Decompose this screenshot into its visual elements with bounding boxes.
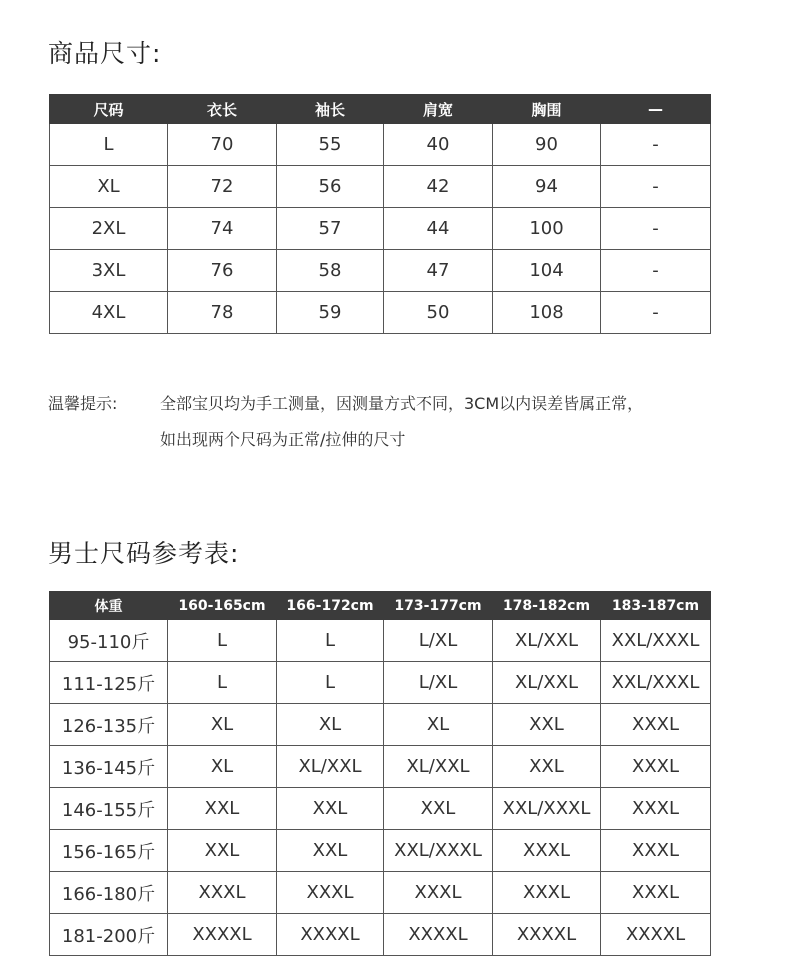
table-cell: 104 [493,250,601,292]
table-cell: XXXL [168,872,277,914]
table-cell: XXXL [601,746,711,788]
header-sleeve: 袖长 [277,95,384,124]
table-cell: 94 [493,166,601,208]
table-row [50,830,711,872]
table-cell: 166-180斤 [50,872,168,914]
table-cell: 58 [277,250,384,292]
table-cell: 78 [168,292,277,334]
table-cell: 95-110斤 [50,620,168,662]
table-cell: 126-135斤 [50,704,168,746]
table-cell: XXL [493,746,601,788]
tip-line-2: 如出现两个尺码为正常/拉伸的尺寸 [160,430,406,449]
table-cell: L [277,620,384,662]
table-cell: XXXL [384,872,493,914]
table-cell: 40 [384,124,493,166]
table-cell: XXXL [493,872,601,914]
header-height-2: 166-172cm [277,592,384,620]
table-cell: 44 [384,208,493,250]
header-chest: 胸围 [493,95,601,124]
table-cell: 59 [277,292,384,334]
table-cell: XXL [277,830,384,872]
table-cell: 70 [168,124,277,166]
table-cell: XXL/XXXL [601,662,711,704]
table-cell: - [601,292,711,334]
table-cell: 156-165斤 [50,830,168,872]
table-cell: XXL/XXXL [493,788,601,830]
table-row [50,166,711,208]
header-blank: — [601,95,711,124]
tip-label: 温馨提示: [48,394,118,413]
table-row [50,292,711,334]
table-cell: 50 [384,292,493,334]
reference-section-title: 男士尺码参考表: [48,539,240,568]
table-row [50,872,711,914]
table-header-row [50,95,711,124]
table-cell: 4XL [50,292,168,334]
table-row [50,746,711,788]
table-header-row [50,592,711,620]
table-cell: 3XL [50,250,168,292]
table-row [50,208,711,250]
table-cell: XXL [384,788,493,830]
table-cell: XXXL [277,872,384,914]
table-cell: XXXXL [493,914,601,956]
table-cell: XL [384,704,493,746]
table-cell: XXL [493,704,601,746]
size-section-title: 商品尺寸: [48,39,162,68]
table-cell: L [277,662,384,704]
tip-body [160,386,730,458]
table-cell: 136-145斤 [50,746,168,788]
table-cell: 42 [384,166,493,208]
table-cell: XXXL [493,830,601,872]
table-cell: 146-155斤 [50,788,168,830]
table-row [50,662,711,704]
header-height-5: 183-187cm [601,592,711,620]
table-cell: XXL [168,788,277,830]
table-cell: L/XL [384,620,493,662]
product-size-table [49,94,711,334]
table-cell: - [601,166,711,208]
table-cell: 47 [384,250,493,292]
table-cell: XL [277,704,384,746]
table-cell: XXL [168,830,277,872]
table-row [50,250,711,292]
table-cell: L/XL [384,662,493,704]
table-cell: - [601,124,711,166]
table-cell: XXXL [601,830,711,872]
table-cell: XL/XXL [384,746,493,788]
table-cell: XXXL [601,872,711,914]
table-cell: XXXL [601,704,711,746]
table-cell: - [601,208,711,250]
header-height-1: 160-165cm [168,592,277,620]
header-size: 尺码 [50,95,168,124]
table-cell: 108 [493,292,601,334]
header-height-4: 178-182cm [493,592,601,620]
table-cell: XL/XXL [277,746,384,788]
table-cell: XXXXL [601,914,711,956]
table-cell: 72 [168,166,277,208]
table-cell: XL [168,704,277,746]
header-length: 衣长 [168,95,277,124]
tip-line-1: 全部宝贝均为手工测量，因测量方式不同，3CM以内误差皆属正常， [160,394,644,413]
table-row [50,914,711,956]
header-height-3: 173-177cm [384,592,493,620]
table-row [50,788,711,830]
table-cell: 55 [277,124,384,166]
header-shoulder: 肩宽 [384,95,493,124]
table-cell: XXXL [601,788,711,830]
table-cell: 57 [277,208,384,250]
table-cell: L [168,620,277,662]
table-cell: XXL/XXXL [384,830,493,872]
table-cell: XL [50,166,168,208]
table-cell: XXXXL [168,914,277,956]
table-cell: XXL/XXXL [601,620,711,662]
table-cell: XL/XXL [493,662,601,704]
table-cell: 76 [168,250,277,292]
table-cell: 90 [493,124,601,166]
table-cell: 111-125斤 [50,662,168,704]
table-cell: - [601,250,711,292]
table-cell: 181-200斤 [50,914,168,956]
table-cell: 74 [168,208,277,250]
table-cell: 56 [277,166,384,208]
table-cell: XXL [277,788,384,830]
table-cell: L [168,662,277,704]
table-cell: L [50,124,168,166]
header-weight: 体重 [50,592,168,620]
table-cell: XL/XXL [493,620,601,662]
mens-size-reference-table [49,591,711,956]
table-row [50,620,711,662]
table-cell: XXXXL [384,914,493,956]
table-row [50,704,711,746]
table-cell: 100 [493,208,601,250]
table-cell: 2XL [50,208,168,250]
table-cell: XL [168,746,277,788]
table-cell: XXXXL [277,914,384,956]
table-row [50,124,711,166]
